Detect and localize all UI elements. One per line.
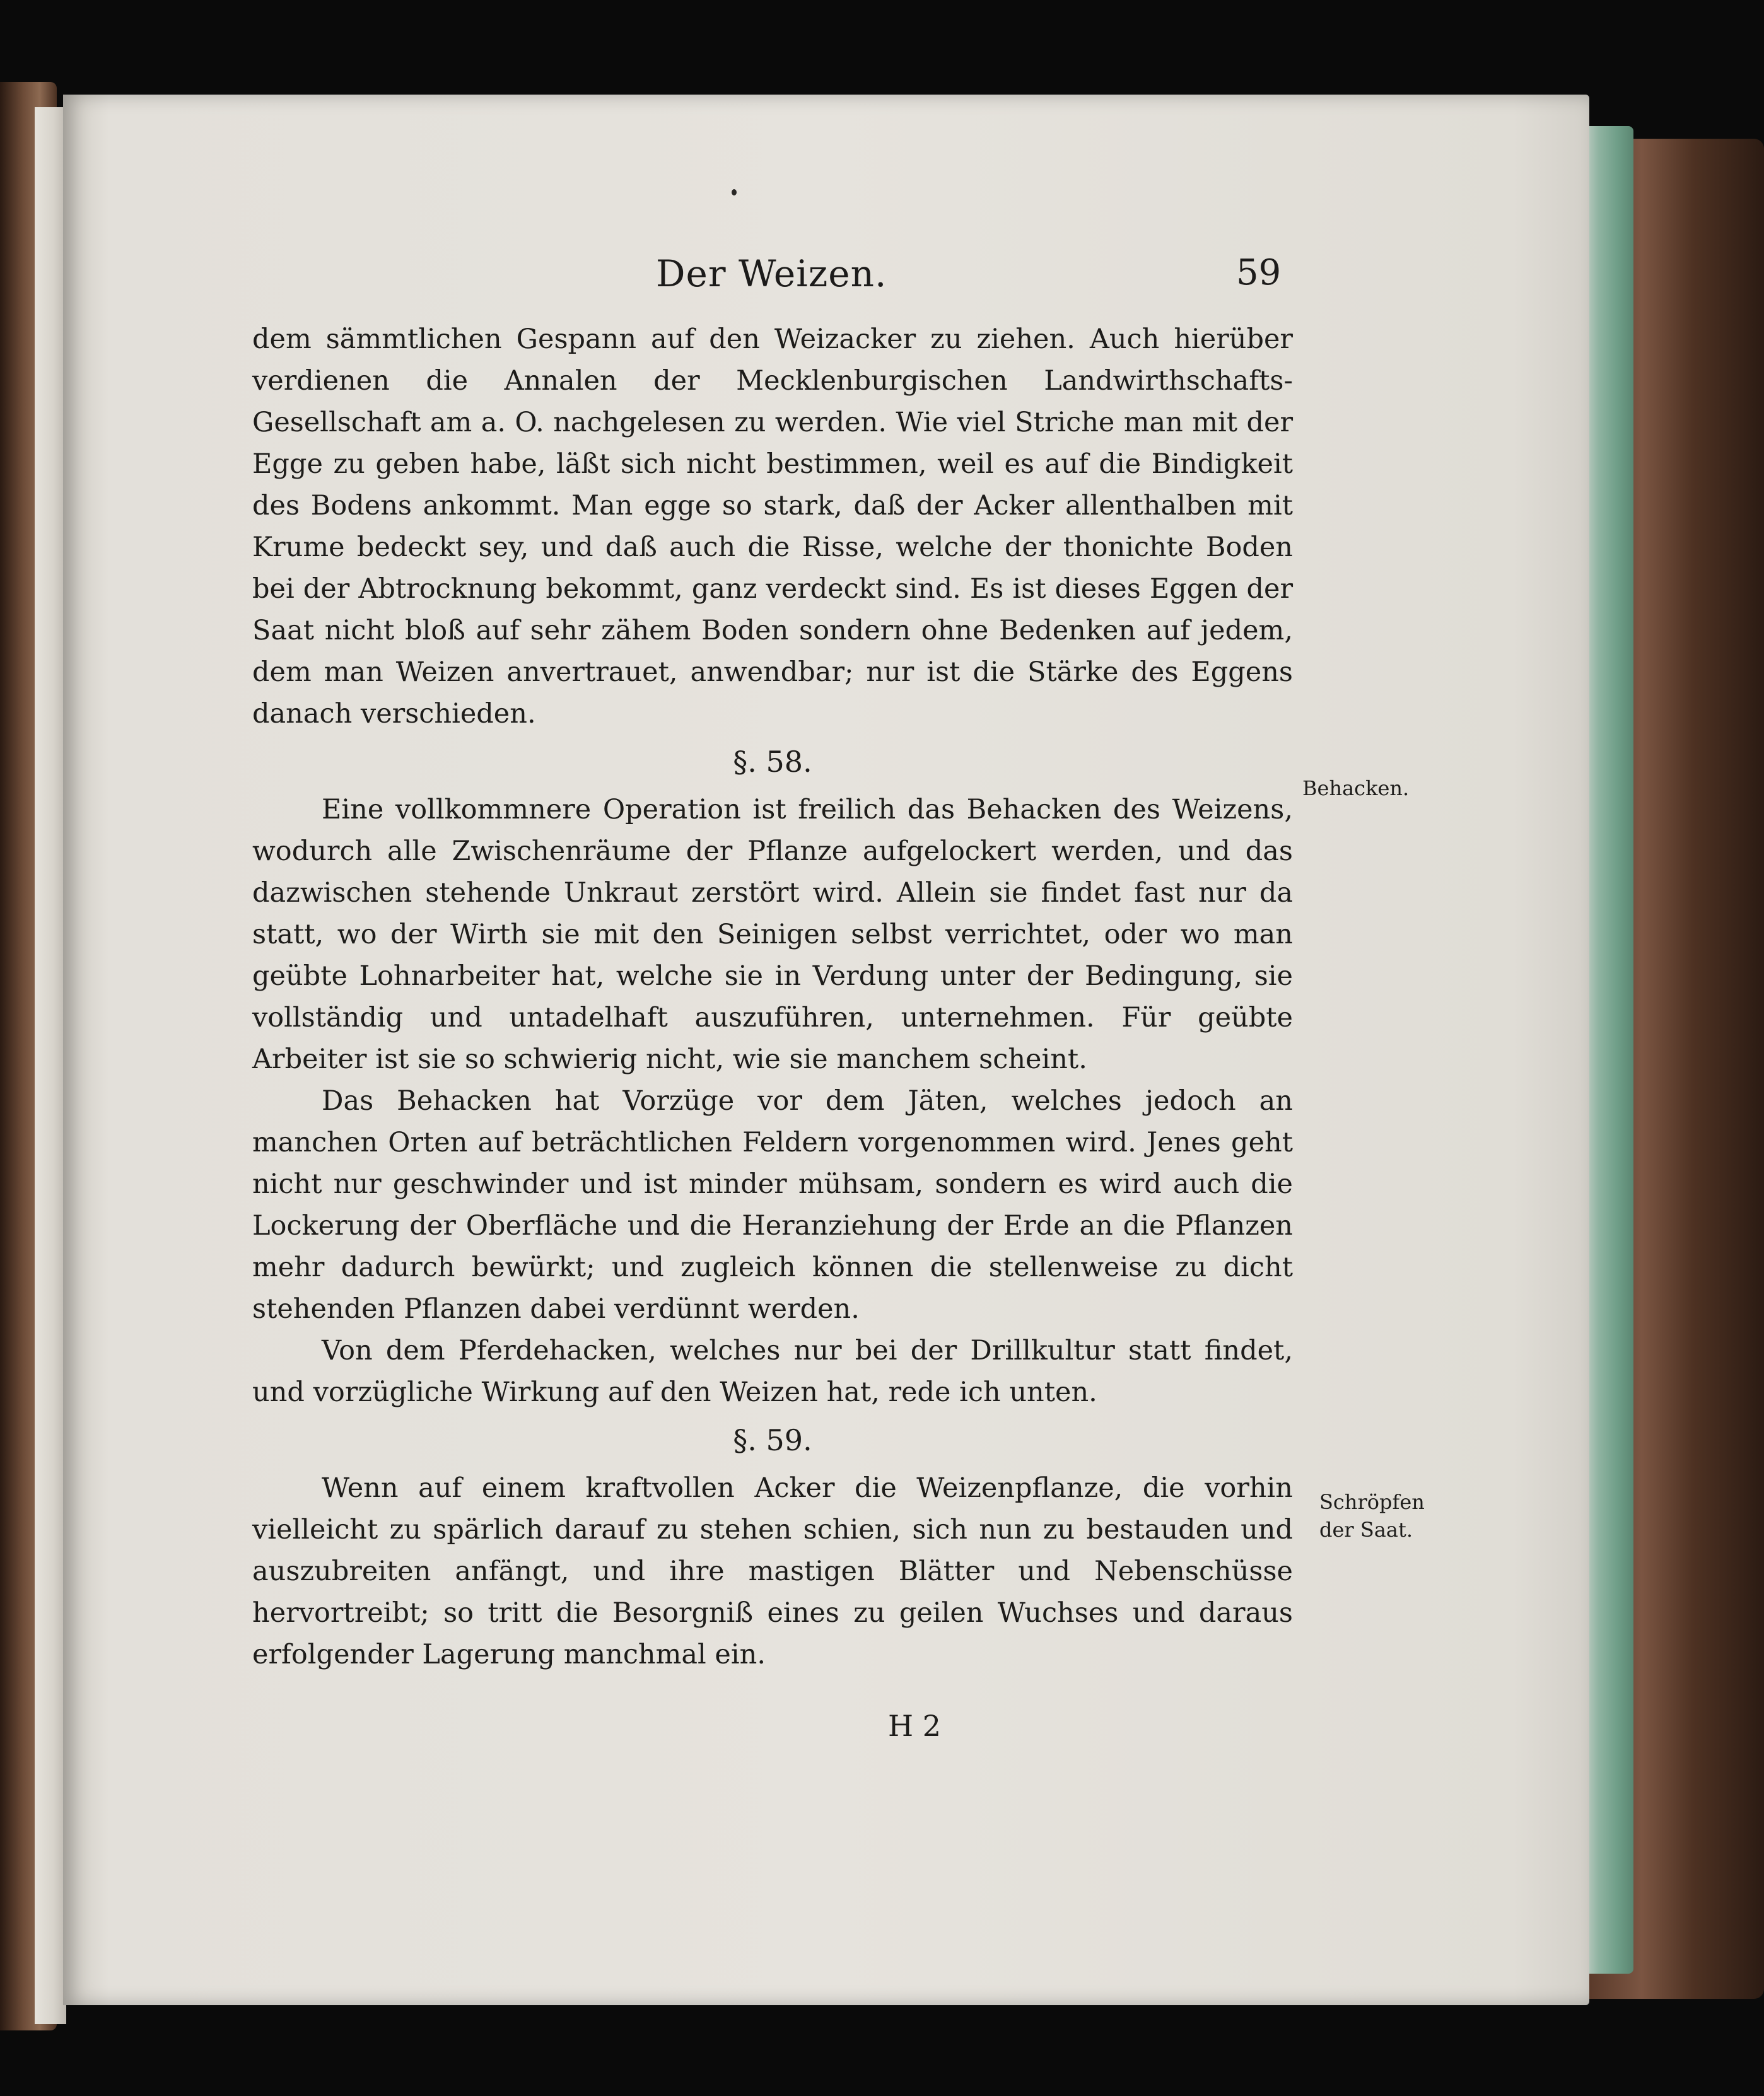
signature-mark: H 2 [888, 1709, 942, 1743]
running-title: Der Weizen. [656, 252, 887, 295]
paragraph: Eine vollkommnere Operation ist freilich das Behacken des Weizens, wodurch alle Zwischenräume der Pflanze aufgelockert werden, und das dazwischen stehende Unkraut zerstört wird. Allein sie findet fast nur da statt, wo der Wirth sie mit den Seinigen selbst verrichtet, oder wo man geübte Lohnarbeiter hat, welche sie in Verdung unter der Bedingung, sie vollständig und untadelhaft auszuführen, unternehmen. Für geübte Arbeiter ist sie so schwierig nicht, wie sie manchem scheint. [252, 794, 1293, 1075]
page-number: 59 [1236, 252, 1282, 293]
left-page-edge [35, 107, 66, 2024]
margin-note-behacken: Behacken. [1302, 776, 1410, 800]
body-text [252, 318, 1293, 1675]
margin-note-schroepfen: Schröpfen der Saat. [1319, 1490, 1425, 1542]
paragraph: Wenn auf einem kraftvollen Acker die Weizenpflanze, die vorhin vielleicht zu spärlich darauf zu stehen schien, sich nun zu bestauden und auszubreiten anfängt, und ihre mastigen Blätter und Nebenschüsse hervortreibt; so tritt die Besorgniß eines zu geilen Wuchses und daraus erfolgender Lagerung manchmal ein. [252, 1472, 1293, 1670]
paragraph: Von dem Pferdehacken, welches nur bei der Drillkultur statt findet, und vorzügliche Wirkung auf den Weizen hat, rede ich unten. [252, 1335, 1293, 1408]
section-heading-58: §. 58. [733, 745, 812, 779]
paragraph: Das Behacken hat Vorzüge vor dem Jäten, welches jedoch an manchen Orten auf beträchtlichen Feldern vorgenommen wird. Jenes geht nicht nur geschwinder und ist minder mühsam, sondern es wird auch die Lockerung der Oberfläche und die Heranziehung der Erde an die Pflanzen mehr dadurch bewürkt; und zugleich können die stellenweise zu dicht stehenden Pflanzen dabei verdünnt werden. [252, 1085, 1293, 1325]
ink-mark [732, 189, 737, 195]
paragraph: dem sämmtlichen Gespann auf den Weizacker zu ziehen. Auch hierüber verdienen die Annalen der Mecklenburgischen Landwirthschafts-Gesellschaft am a. O. nachgelesen zu werden. Wie viel Striche man mit der Egge zu geben habe, läßt sich nicht bestimmen, weil es auf die Bindigkeit des Bodens ankommt. Man egge so stark, daß der Acker allenthalben mit Krume bedeckt sey, und daß auch die Risse, welche der thonichte Boden bei der Abtrocknung bekommt, ganz verdeckt sind. Es ist dieses Eggen der Saat nicht bloß auf sehr zähem Boden sondern ohne Bedenken auf jedem, dem man Weizen anvertrauet, anwendbar; nur ist die Stärke des Eggens danach verschieden. [252, 323, 1293, 730]
section-heading-59: §. 59. [733, 1423, 812, 1457]
